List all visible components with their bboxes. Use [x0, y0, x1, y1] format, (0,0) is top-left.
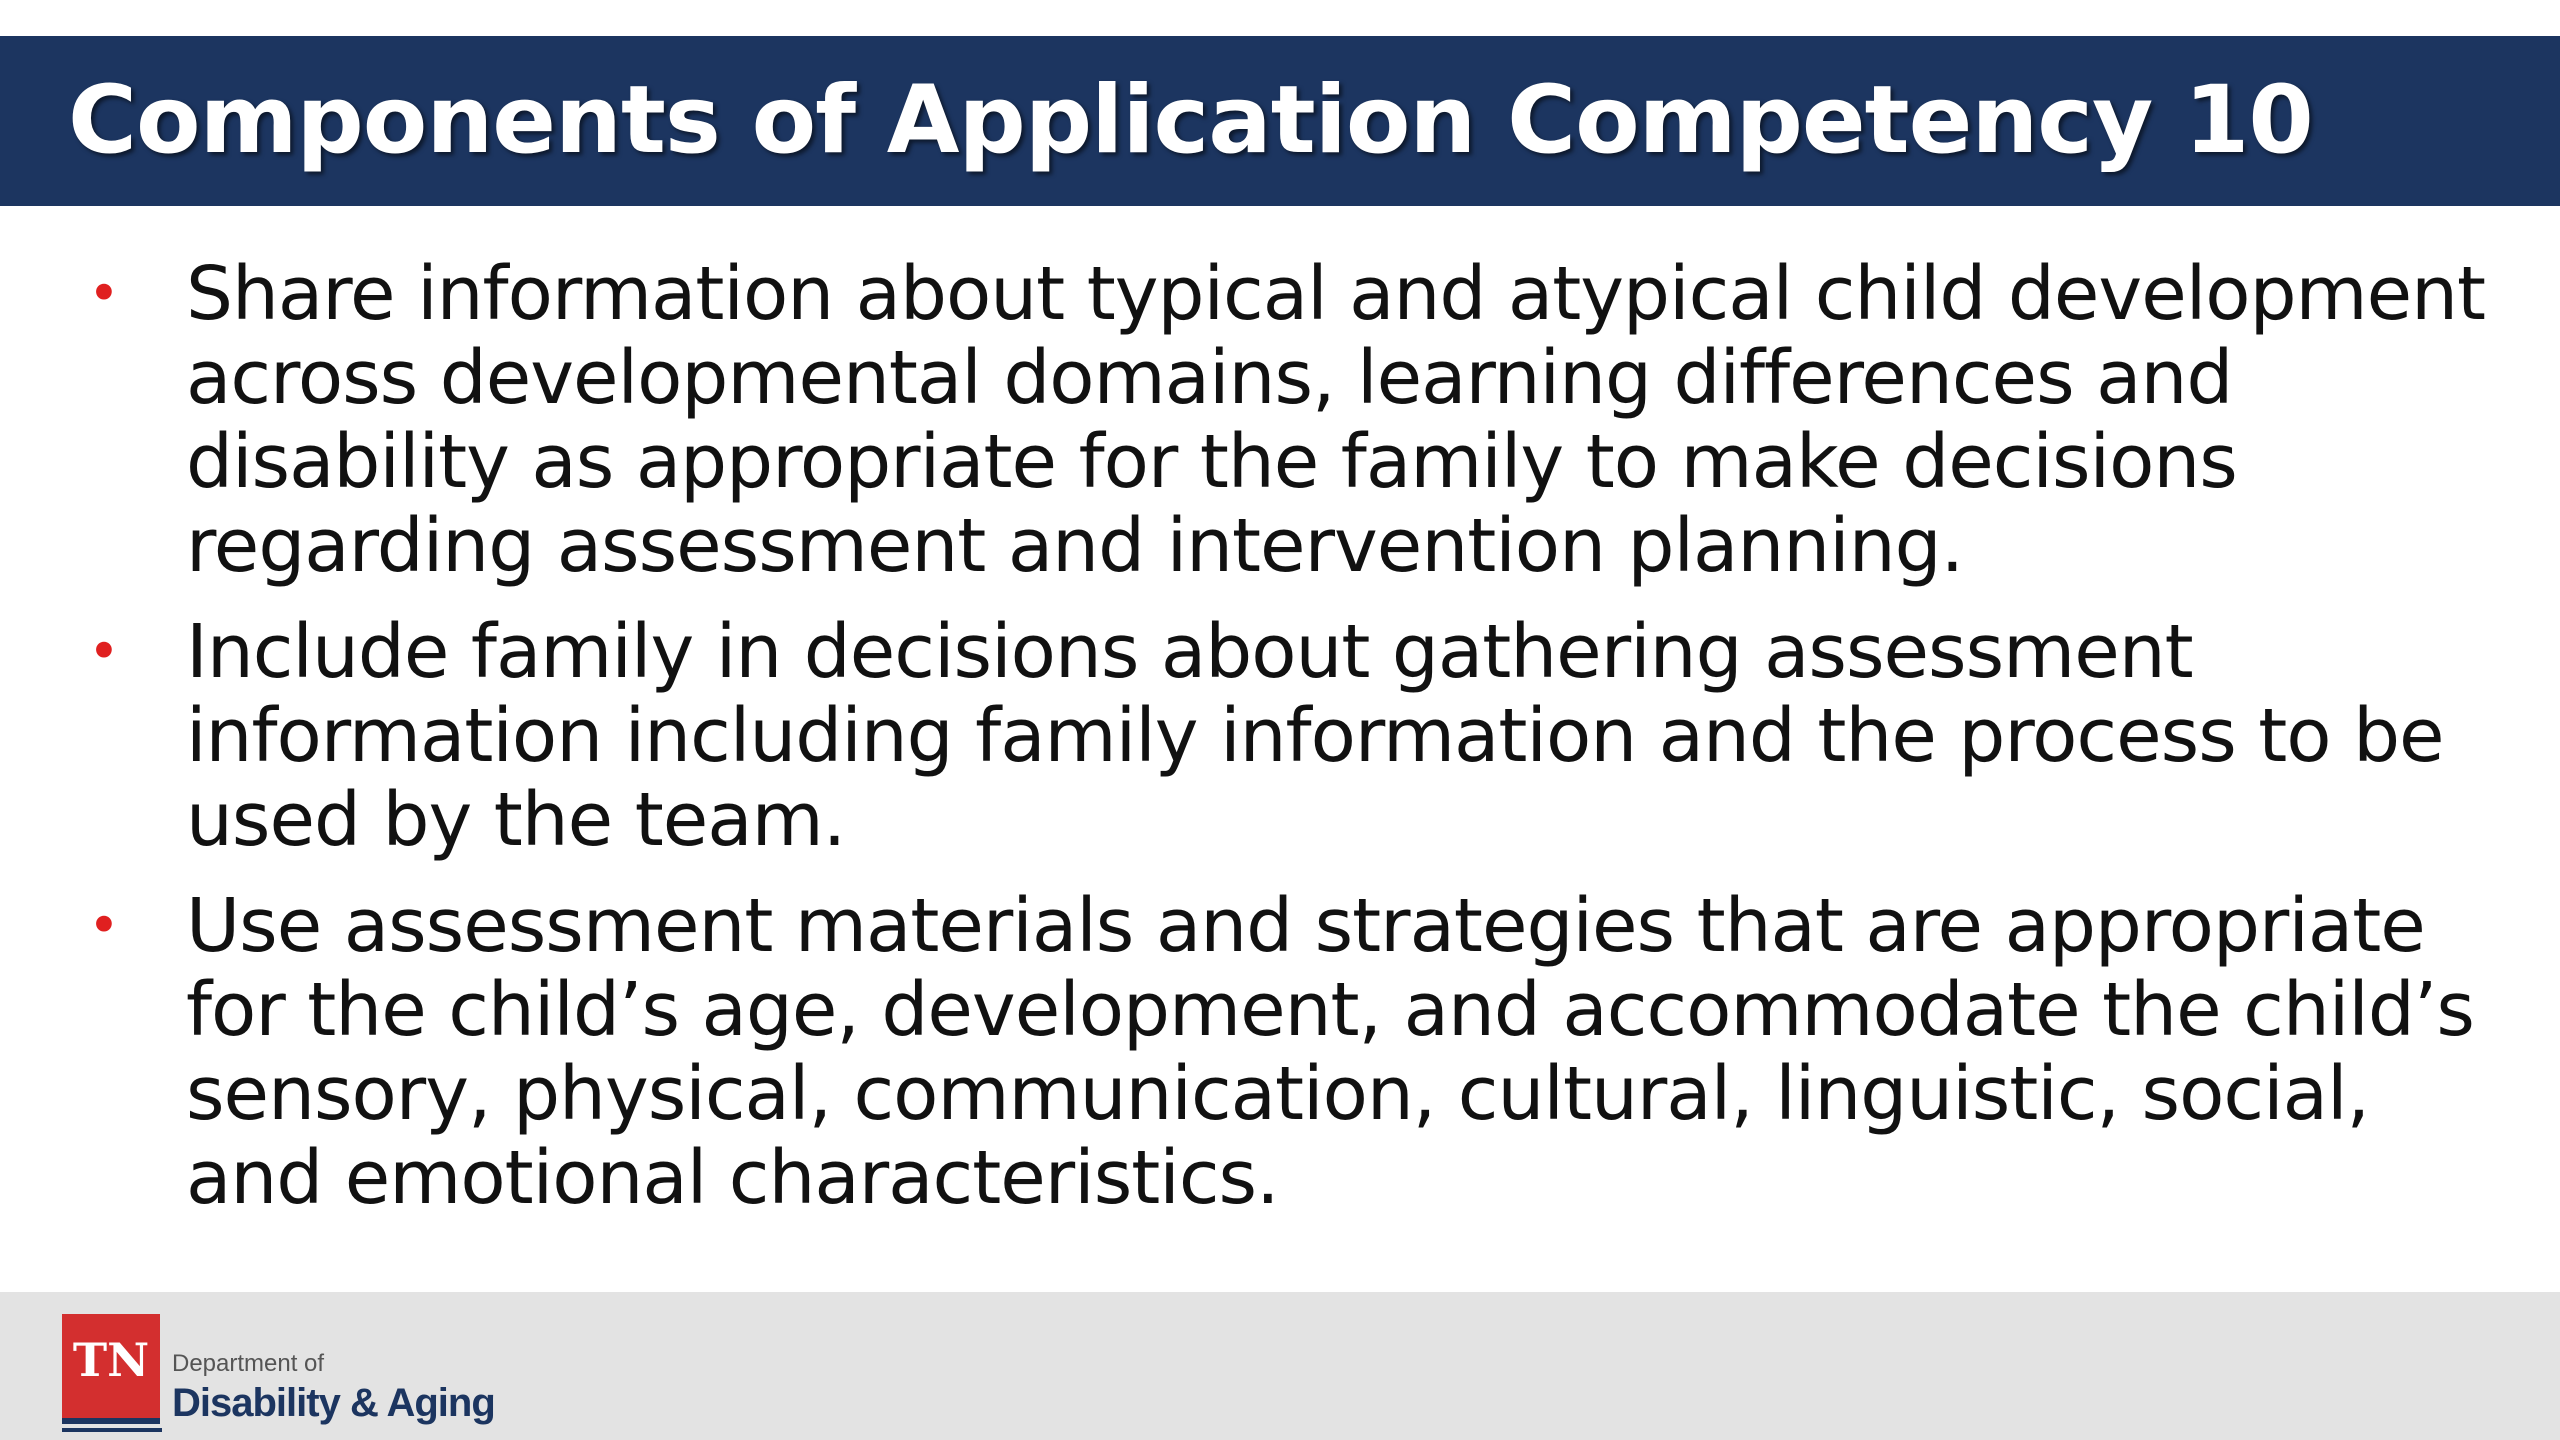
tn-logo-icon — [62, 1314, 160, 1424]
bullet-item — [0, 610, 2560, 862]
bullet-item — [0, 252, 2560, 588]
footer — [0, 1292, 2560, 1440]
title-bar — [0, 36, 2560, 206]
slide-title: Components of Application Competency 10 — [68, 66, 2313, 175]
logo-underline — [62, 1428, 162, 1432]
bullet-text: Include family in decisions about gathering assessment information including family information and the process to be used by the team. — [186, 609, 2444, 863]
bullet-icon: • — [88, 262, 119, 325]
bullet-icon: • — [88, 620, 119, 683]
bullet-icon: • — [88, 894, 119, 957]
department-prefix: Department of — [172, 1350, 325, 1377]
tn-logo-mark: TN — [72, 1333, 150, 1387]
department-logo — [62, 1314, 502, 1434]
bullet-list — [0, 252, 2560, 1242]
bullet-text: Use assessment materials and strategies that are appropriate for the child’s age, development, and accommodate the child’s sensory, physical, communication, cultural, linguistic, social, and emotional characteristics. — [186, 883, 2474, 1221]
bullet-text: Share information about typical and atypical child development across developmental domains, learning differences and disability as appropriate for the family to make decisions regarding assessment and intervention planning. — [186, 251, 2486, 589]
bullet-item — [0, 884, 2560, 1220]
department-name: Disability & Aging — [172, 1381, 495, 1425]
